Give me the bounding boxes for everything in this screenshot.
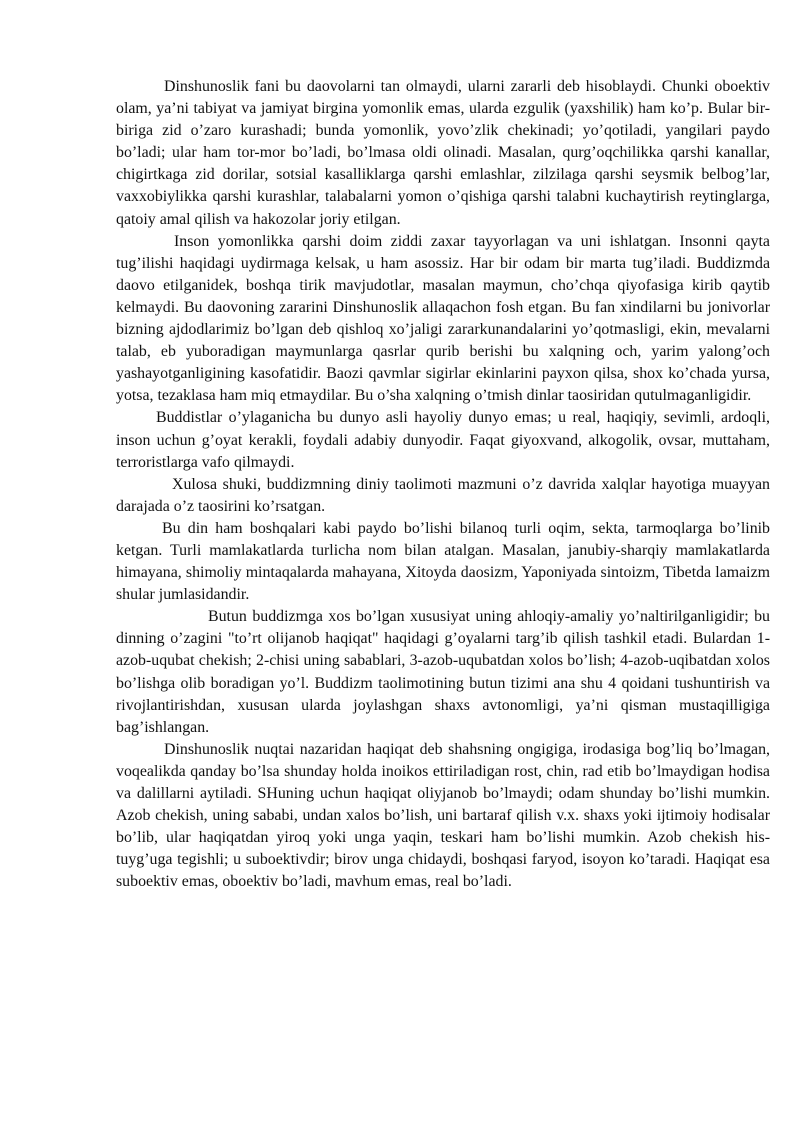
paragraph-four-truths: Butun buddizmga xos bo’lgan xususiyat uning ahloqiy-amaliy yo’naltirilganligidir; bu dinning o’zagini "to’rt olijanob haqiqat" haqidagi g’oyalarni targ’ib qilish tashkil etadi. Bulardan 1-azob-uqubat chekish; 2-chisi uning sabablari, 3-azob-uqubatdan xolos bo’lish; 4-azob-uqibatdan xolos bo’lishga olib boradigan yo’l. Buddizm taolimotining butun tizimi ana shu 4 qoidani tushuntirish va rivojlantirishdan, xususan ularda joylashgan shaxs avtonomligi, ya’ni qisman mustaqilligiga bag’ishlangan. xyxy=(116,608,770,736)
paragraph-buddhist-world: Buddistlar o’ylaganicha bu dunyo asli hayoliy dunyo emas; u real, haqiqiy, sevimli, ardoqli, inson uchun g’oyat kerakli, foydali adabiy dunyodir. Faqat giyoxvand, alkogolik, ovsar, muttaham, terroristlarga vafo qilmaydi. xyxy=(116,409,770,471)
document-page xyxy=(116,76,770,893)
paragraph-branches: Bu din ham boshqalari kabi paydo bo’lishi bilanoq turli oqim, sekta, tarmoqlarga bo’linib ketgan. Turli mamlakatlarda turlicha nom bilan atalgan. Masalan, janubiy-sharqiy mamlakatlarda himayana, shimoliy mintaqalarda mahayana, Xitoyda daosizm, Yaponiyada sintoizm, Tibetda lamaizm shular jumlasidandir. xyxy=(116,519,770,604)
paragraph-truth-definition: Dinshunoslik nuqtai nazaridan haqiqat deb shahsning ongigiga, irodasiga bog’liq bo’lmagan, voqealikda qanday bo’lsa shunday holda inoikos ettiriladigan rost, chin, rad etib bo’lmaydigan hodisa va dalillarni aytiladi. SHuning uchun haqiqat oliyjanob bo’lmaydi; odam shunday bo’lishi mumkin. Azob chekish, uning sababi, undan xalos bo’lish, uni bartaraf qilish v.x. shaxs yoki ijtimoiy hodisalar bo’lib, ular haqiqatdan yiroq yoki unga yaqin, teskari ham bo’lishi mumkin. Azob chekish his-tuyg’uga tegishli; u suboektivdir; birov unga chidaydi, boshqasi faryod, isoyon ko’taradi. Haqiqat esa suboektiv emas, oboektiv bo’ladi, mavhum emas, real bo’ladi. xyxy=(116,740,770,891)
paragraph-conclusion: Xulosa shuki, buddizmning diniy taolimoti mazmuni o’z davrida xalqlar hayotiga muayyan darajada o’z taosirini ko’rsatgan. xyxy=(116,475,770,515)
paragraph-evil-and-good: Dinshunoslik fani bu daovolarni tan olmaydi, ularni zararli deb hisoblaydi. Chunki oboektiv olam, ya’ni tabiyat va jamiyat birgina yomonlik emas, ularda ezgulik (yaxshilik) ham ko’p. Bular bir-biriga zid o’zaro kurashadi; bunda yomonlik, yovo’zlik chekinadi; yo’qotiladi, yangilari paydo bo’ladi; ular ham tor-mor bo’ladi, bo’lmasa oldi olinadi. Masalan, qurg’oqchilikka qarshi kanallar, chigirtkaga zid dorilar, sotsial kasalliklarga qarshi emlashlar, zilzilaga qarshi seysmik belbog’lar, vaxxobiylikka qarshi kurashlar, talabalarni yomon o’qishiga qarshi talabni kuchaytirish reytinglarga, qatoiy amal qilish va hakozolar joriy etilgan. xyxy=(116,78,770,228)
paragraph-rebirth: Inson yomonlikka qarshi doim ziddi zaxar tayyorlagan va uni ishlatgan. Insonni qayta tug’ilishi haqidagi uydirmaga kelsak, u ham asossiz. Har bir odam bir marta tug’iladi. Buddizmda daovo etilganidek, boshqa tirik mavjudotlar, masalan maymun, cho’chqa qiyofasiga kirib qaytib kelmaydi. Bu daovoning zararini Dinshunoslik allaqachon fosh etgan. Bu fan xindilarni bu jonivorlar bizning ajdodlarimiz bo’lgan deb qishloq xo’jaligi zararkunandalarini yo’qotmasligi, ekin, mevalarni talab, eb yuboradigan maymunlarga qasrlar qurib berishi bu xalqning och, yarim yalong’och yashayotganligining kasofatidir. Baozi qavmlar sigirlar ekinlarini payxon qilsa, shox ko’chada yursa, yotsa, tezaklasa ham miq etmaydilar. Bu o’sha xalqning o’tmish dinlar taosiridan qutulmaganligidir. xyxy=(116,232,770,405)
